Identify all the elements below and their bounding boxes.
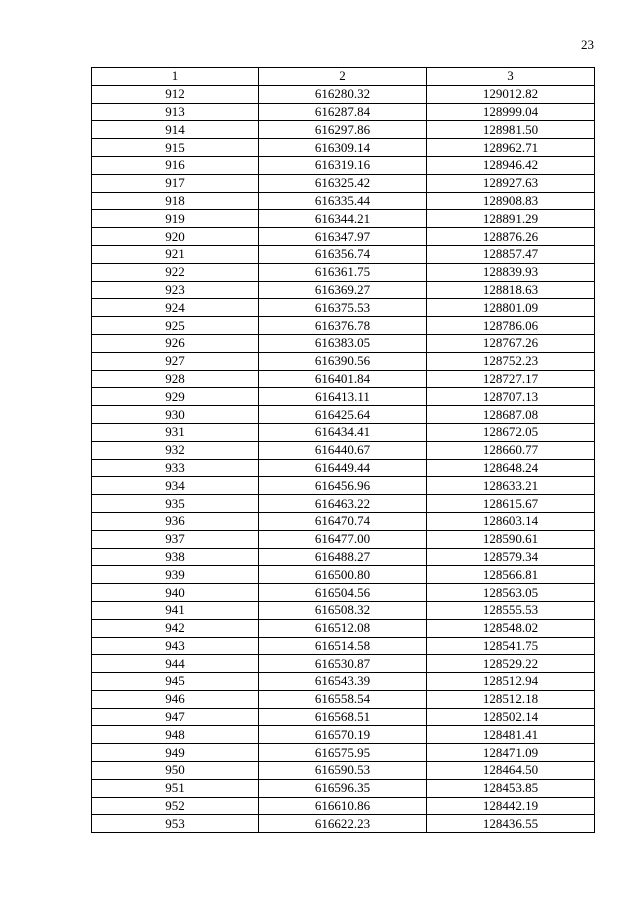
x-coordinate-cell: 616383.05 — [259, 334, 427, 352]
y-coordinate-cell: 128707.13 — [427, 388, 595, 406]
x-coordinate-cell: 616440.67 — [259, 441, 427, 459]
y-coordinate-cell: 128502.14 — [427, 708, 595, 726]
point-number-cell: 941 — [92, 601, 259, 619]
x-coordinate-cell: 616512.08 — [259, 619, 427, 637]
point-number-cell: 929 — [92, 388, 259, 406]
table-row — [92, 512, 595, 530]
point-number-cell: 950 — [92, 762, 259, 780]
x-coordinate-cell: 616456.96 — [259, 477, 427, 495]
y-coordinate-cell: 128633.21 — [427, 477, 595, 495]
table-row — [92, 121, 595, 139]
x-coordinate-cell: 616425.64 — [259, 406, 427, 424]
table-row — [92, 334, 595, 352]
y-coordinate-cell: 128590.61 — [427, 530, 595, 548]
x-coordinate-cell: 616287.84 — [259, 103, 427, 121]
point-number-cell: 925 — [92, 317, 259, 335]
table-row — [92, 441, 595, 459]
y-coordinate-cell: 128857.47 — [427, 245, 595, 263]
table-row — [92, 423, 595, 441]
table-row — [92, 690, 595, 708]
x-coordinate-cell: 616514.58 — [259, 637, 427, 655]
table-row — [92, 299, 595, 317]
table-row — [92, 708, 595, 726]
y-coordinate-cell: 128615.67 — [427, 495, 595, 513]
y-coordinate-cell: 128566.81 — [427, 566, 595, 584]
x-coordinate-cell: 616488.27 — [259, 548, 427, 566]
point-number-cell: 928 — [92, 370, 259, 388]
point-number-cell: 926 — [92, 334, 259, 352]
table-row — [92, 797, 595, 815]
page-number: 23 — [581, 37, 594, 52]
y-coordinate-cell: 128453.85 — [427, 779, 595, 797]
y-coordinate-cell: 128464.50 — [427, 762, 595, 780]
point-number-cell: 912 — [92, 85, 259, 103]
x-coordinate-cell: 616558.54 — [259, 690, 427, 708]
point-number-cell: 940 — [92, 584, 259, 602]
table-row — [92, 530, 595, 548]
y-coordinate-cell: 128481.41 — [427, 726, 595, 744]
table-row — [92, 139, 595, 157]
x-coordinate-cell: 616356.74 — [259, 245, 427, 263]
table-row — [92, 495, 595, 513]
x-coordinate-cell: 616376.78 — [259, 317, 427, 335]
y-coordinate-cell: 128818.63 — [427, 281, 595, 299]
table-row — [92, 477, 595, 495]
y-coordinate-cell: 128603.14 — [427, 512, 595, 530]
y-coordinate-cell: 128801.09 — [427, 299, 595, 317]
point-number-cell: 942 — [92, 619, 259, 637]
point-number-cell: 952 — [92, 797, 259, 815]
point-number-cell: 944 — [92, 655, 259, 673]
x-coordinate-cell: 616325.42 — [259, 174, 427, 192]
point-number-cell: 922 — [92, 263, 259, 281]
table-row — [92, 388, 595, 406]
point-number-cell: 916 — [92, 156, 259, 174]
point-number-cell: 923 — [92, 281, 259, 299]
point-number-cell: 938 — [92, 548, 259, 566]
y-coordinate-cell: 128512.94 — [427, 673, 595, 691]
point-number-cell: 949 — [92, 744, 259, 762]
table-row — [92, 228, 595, 246]
y-coordinate-cell: 128962.71 — [427, 139, 595, 157]
y-coordinate-cell: 128981.50 — [427, 121, 595, 139]
x-coordinate-cell: 616575.95 — [259, 744, 427, 762]
point-number-cell: 927 — [92, 352, 259, 370]
table-row — [92, 406, 595, 424]
x-coordinate-cell: 616369.27 — [259, 281, 427, 299]
y-coordinate-cell: 128839.93 — [427, 263, 595, 281]
table-row — [92, 210, 595, 228]
y-coordinate-cell: 128876.26 — [427, 228, 595, 246]
table-row — [92, 601, 595, 619]
point-number-cell: 933 — [92, 459, 259, 477]
x-coordinate-cell: 616413.11 — [259, 388, 427, 406]
table-row — [92, 655, 595, 673]
x-coordinate-cell: 616344.21 — [259, 210, 427, 228]
x-coordinate-cell: 616543.39 — [259, 673, 427, 691]
table-row — [92, 459, 595, 477]
y-coordinate-cell: 128512.18 — [427, 690, 595, 708]
x-coordinate-cell: 616319.16 — [259, 156, 427, 174]
table-row — [92, 85, 595, 103]
y-coordinate-cell: 128946.42 — [427, 156, 595, 174]
x-coordinate-cell: 616463.22 — [259, 495, 427, 513]
point-number-cell: 924 — [92, 299, 259, 317]
y-coordinate-cell: 128727.17 — [427, 370, 595, 388]
y-coordinate-cell: 128563.05 — [427, 584, 595, 602]
table-row — [92, 548, 595, 566]
x-coordinate-cell: 616500.80 — [259, 566, 427, 584]
point-number-cell: 917 — [92, 174, 259, 192]
y-coordinate-cell: 128786.06 — [427, 317, 595, 335]
y-coordinate-cell: 128752.23 — [427, 352, 595, 370]
table-row — [92, 566, 595, 584]
y-coordinate-cell: 128767.26 — [427, 334, 595, 352]
y-coordinate-cell: 128579.34 — [427, 548, 595, 566]
point-number-cell: 953 — [92, 815, 259, 833]
table-row — [92, 726, 595, 744]
x-coordinate-cell: 616401.84 — [259, 370, 427, 388]
x-coordinate-cell: 616434.41 — [259, 423, 427, 441]
table-row — [92, 815, 595, 833]
column-header-3: 3 — [427, 68, 595, 86]
point-number-cell: 932 — [92, 441, 259, 459]
table-row — [92, 370, 595, 388]
table-row — [92, 263, 595, 281]
table-row — [92, 245, 595, 263]
y-coordinate-cell: 128436.55 — [427, 815, 595, 833]
table-body — [92, 85, 595, 832]
point-number-cell: 918 — [92, 192, 259, 210]
x-coordinate-cell: 616590.53 — [259, 762, 427, 780]
x-coordinate-cell: 616309.14 — [259, 139, 427, 157]
coordinates-table — [91, 67, 595, 833]
point-number-cell: 913 — [92, 103, 259, 121]
table-row — [92, 637, 595, 655]
x-coordinate-cell: 616504.56 — [259, 584, 427, 602]
point-number-cell: 919 — [92, 210, 259, 228]
point-number-cell: 931 — [92, 423, 259, 441]
y-coordinate-cell: 128555.53 — [427, 601, 595, 619]
table-row — [92, 619, 595, 637]
y-coordinate-cell: 128548.02 — [427, 619, 595, 637]
point-number-cell: 945 — [92, 673, 259, 691]
point-number-cell: 946 — [92, 690, 259, 708]
point-number-cell: 947 — [92, 708, 259, 726]
y-coordinate-cell: 128648.24 — [427, 459, 595, 477]
table-row — [92, 174, 595, 192]
x-coordinate-cell: 616335.44 — [259, 192, 427, 210]
point-number-cell: 920 — [92, 228, 259, 246]
x-coordinate-cell: 616570.19 — [259, 726, 427, 744]
y-coordinate-cell: 128999.04 — [427, 103, 595, 121]
point-number-cell: 930 — [92, 406, 259, 424]
y-coordinate-cell: 128660.77 — [427, 441, 595, 459]
y-coordinate-cell: 128891.29 — [427, 210, 595, 228]
x-coordinate-cell: 616297.86 — [259, 121, 427, 139]
y-coordinate-cell: 129012.82 — [427, 85, 595, 103]
table-row — [92, 317, 595, 335]
x-coordinate-cell: 616347.97 — [259, 228, 427, 246]
table-row — [92, 584, 595, 602]
table-row — [92, 352, 595, 370]
x-coordinate-cell: 616568.51 — [259, 708, 427, 726]
y-coordinate-cell: 128442.19 — [427, 797, 595, 815]
y-coordinate-cell: 128927.63 — [427, 174, 595, 192]
table-row — [92, 762, 595, 780]
table-row — [92, 779, 595, 797]
table-header-row — [92, 68, 595, 86]
x-coordinate-cell: 616390.56 — [259, 352, 427, 370]
point-number-cell: 939 — [92, 566, 259, 584]
x-coordinate-cell: 616477.00 — [259, 530, 427, 548]
point-number-cell: 943 — [92, 637, 259, 655]
x-coordinate-cell: 616375.53 — [259, 299, 427, 317]
x-coordinate-cell: 616610.86 — [259, 797, 427, 815]
x-coordinate-cell: 616361.75 — [259, 263, 427, 281]
y-coordinate-cell: 128908.83 — [427, 192, 595, 210]
y-coordinate-cell: 128541.75 — [427, 637, 595, 655]
x-coordinate-cell: 616508.32 — [259, 601, 427, 619]
y-coordinate-cell: 128471.09 — [427, 744, 595, 762]
point-number-cell: 914 — [92, 121, 259, 139]
x-coordinate-cell: 616596.35 — [259, 779, 427, 797]
table-row — [92, 156, 595, 174]
column-header-2: 2 — [259, 68, 427, 86]
y-coordinate-cell: 128687.08 — [427, 406, 595, 424]
point-number-cell: 935 — [92, 495, 259, 513]
point-number-cell: 937 — [92, 530, 259, 548]
column-header-1: 1 — [92, 68, 259, 86]
point-number-cell: 934 — [92, 477, 259, 495]
x-coordinate-cell: 616280.32 — [259, 85, 427, 103]
x-coordinate-cell: 616449.44 — [259, 459, 427, 477]
y-coordinate-cell: 128529.22 — [427, 655, 595, 673]
table-row — [92, 192, 595, 210]
table-row — [92, 744, 595, 762]
point-number-cell: 951 — [92, 779, 259, 797]
point-number-cell: 915 — [92, 139, 259, 157]
x-coordinate-cell: 616470.74 — [259, 512, 427, 530]
table-row — [92, 281, 595, 299]
table-row — [92, 673, 595, 691]
point-number-cell: 948 — [92, 726, 259, 744]
x-coordinate-cell: 616530.87 — [259, 655, 427, 673]
point-number-cell: 936 — [92, 512, 259, 530]
point-number-cell: 921 — [92, 245, 259, 263]
y-coordinate-cell: 128672.05 — [427, 423, 595, 441]
table-row — [92, 103, 595, 121]
x-coordinate-cell: 616622.23 — [259, 815, 427, 833]
